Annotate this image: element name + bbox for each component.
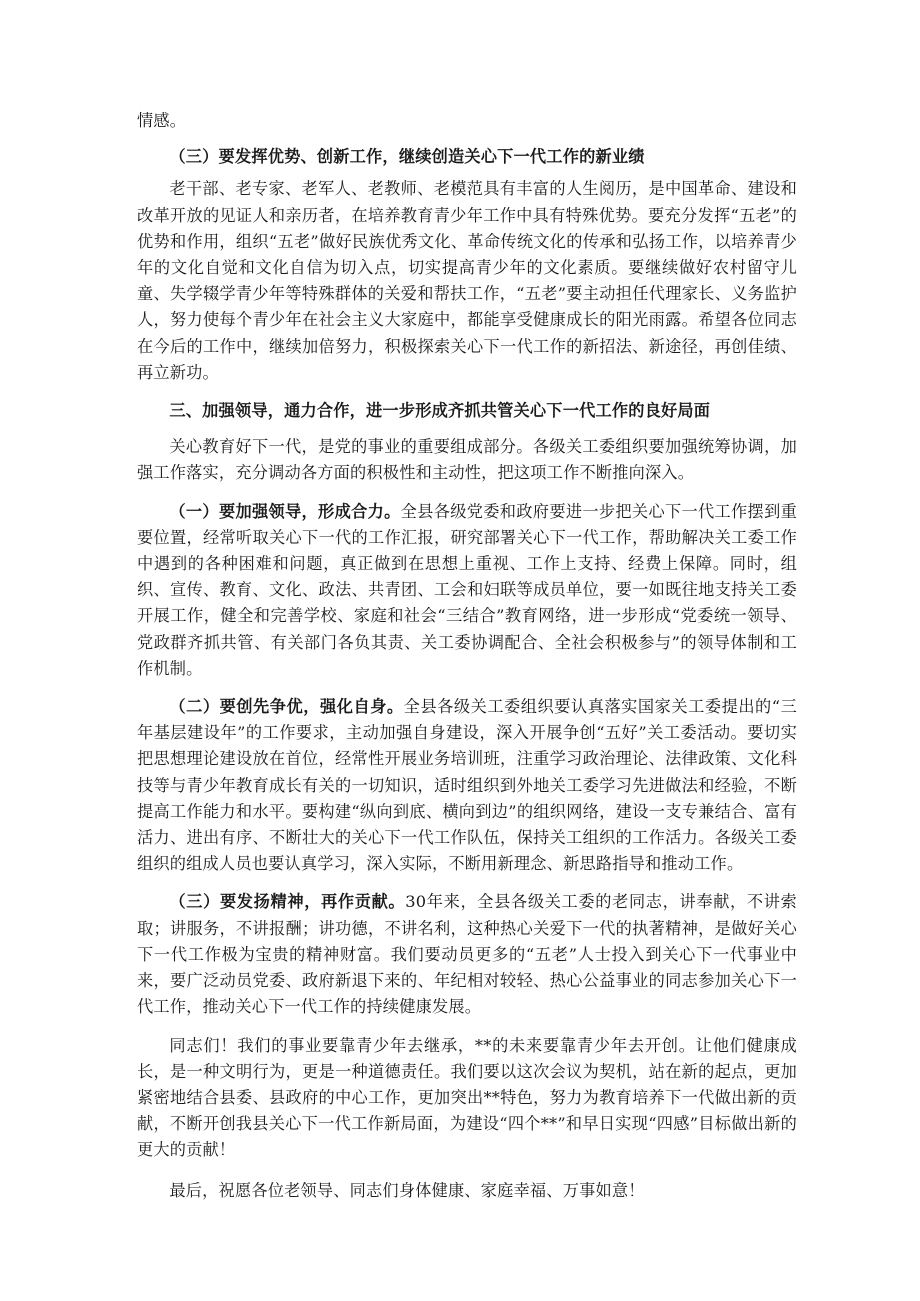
section-heading-three: （三）要发挥优势、创新工作，继续创造关心下一代工作的新业绩 (169, 147, 645, 167)
paragraph-strengthen-leadership (137, 499, 797, 682)
paragraph-comrades: 同志们！我们的事业要靠青少年去继承，**的未来要靠青少年去开创。让他们健康成长，是一种文明行为，更是一种道德责任。我们要以这次会议为契机，站在新的起点，更加紧密地结合县委、县政府的中心工作，更加突出**特色，努力为教育培养下一代做出新的贡献，不断开创我县关心下一代工作新局面，为建设“四个**”和早日实现“四感”目标做出新的更大的贡献！ (137, 1035, 797, 1160)
paragraph-continuation: 情感。 (137, 111, 187, 130)
body-strengthen-leadership: 全县各级党委和政府要进一步把关心下一代工作摆到重要位置，经常听取关心下一代的工作汇报，研究部署关心下一代工作，帮助解决关工委工作中遇到的各种困难和问题，真正做到在思想上重视、工作上支持、经费上保障。同时，组织、宣传、教育、文化、政法、共青团、工会和妇联等成员单位，要一如既往地支持关工委开展工作，健全和完善学校、家庭和社会“三结合”教育网络，进一步形成“党委统一领导、党政群齐抓共管、有关部门各负其责、关工委协调配合、全社会积极参与”的领导体制和工作机制。 (137, 501, 797, 678)
lead-strive-excellence: （二）要创先争优，强化自身。 (169, 697, 404, 717)
document-page (137, 108, 797, 1204)
paragraph-closing-wishes: 最后，祝愿各位老领导、同志们身体健康、家庭幸福、万事如意！ (169, 1180, 645, 1200)
paragraph-strive-excellence (137, 694, 797, 877)
lead-strengthen-leadership: （一）要加强领导，形成合力。 (169, 501, 401, 521)
chapter-heading-three: 三、加强领导，通力合作，进一步形成齐抓共管关心下一代工作的良好局面 (169, 401, 711, 421)
body-strive-excellence: 全县各级关工委组织要认真落实国家关工委提出的“三年基层建设年”的工作要求，主动加强自身建设，深入开展争创“五好”关工委活动。要切实把思想理论建设放在首位，经常性开展业务培训班，注重学习政治理论、法律政策、文化科技等与青少年教育成长有关的一切知识，适时组织到外地关工委学习先进做法和经验，不断提高工作能力和水平。要构建“纵向到底、横向到边”的组织网络，建设一支专兼结合、富有活力、进出有序、不断壮大的关心下一代工作队伍，保持关工组织的工作活力。各级关工委组织的组成人员也要认真学习，深入实际，不断用新理念、新思路指导和推动工作。 (137, 697, 797, 874)
paragraph-wulao-advantage: 老干部、老专家、老军人、老教师、老模范具有丰富的人生阅历，是中国革命、建设和改革开放的见证人和亲历者，在培养教育青少年工作中具有特殊优势。要充分发挥“五老”的优势和作用，组织“五老”做好民族优秀文化、革命传统文化的传承和弘扬工作，以培养青少年的文化自觉和文化自信为切入点，切实提高青少年的文化素质。要继续做好农村留守儿童、失学辍学青少年等特殊群体的关爱和帮扶工作，“五老”要主动担任代理家长、义务监护人，努力使每个青少年在社会主义大家庭中，都能享受健康成长的阳光雨露。希望各位同志在今后的工作中，继续加倍努力，积极探索关心下一代工作的新招法、新途径，再创佳绩、再立新功。 (137, 179, 797, 382)
body-carry-spirit: 30年来，全县各级关工委的老同志，讲奉献，不讲索取；讲服务，不讲报酬；讲功德，不讲名利，这种热心关爱下一代的执著精神，是做好关心下一代工作极为宝贵的精神财富。我们要动员更多的“五老”人士投入到关心下一代事业中来，要广泛动员党委、政府新退下来的、年纪相对较轻、热心公益事业的同志参加关心下一代工作，推动关心下一代工作的持续健康发展。 (137, 892, 797, 1017)
paragraph-carry-spirit (137, 889, 797, 1020)
paragraph-care-education: 关心教育好下一代，是党的事业的重要组成部分。各级关工委组织要加强统筹协调，加强工作落实，充分调动各方面的积极性和主动性，把这项工作不断推向深入。 (137, 437, 797, 483)
lead-carry-spirit: （三）要发扬精神，再作贡献。 (169, 892, 406, 912)
